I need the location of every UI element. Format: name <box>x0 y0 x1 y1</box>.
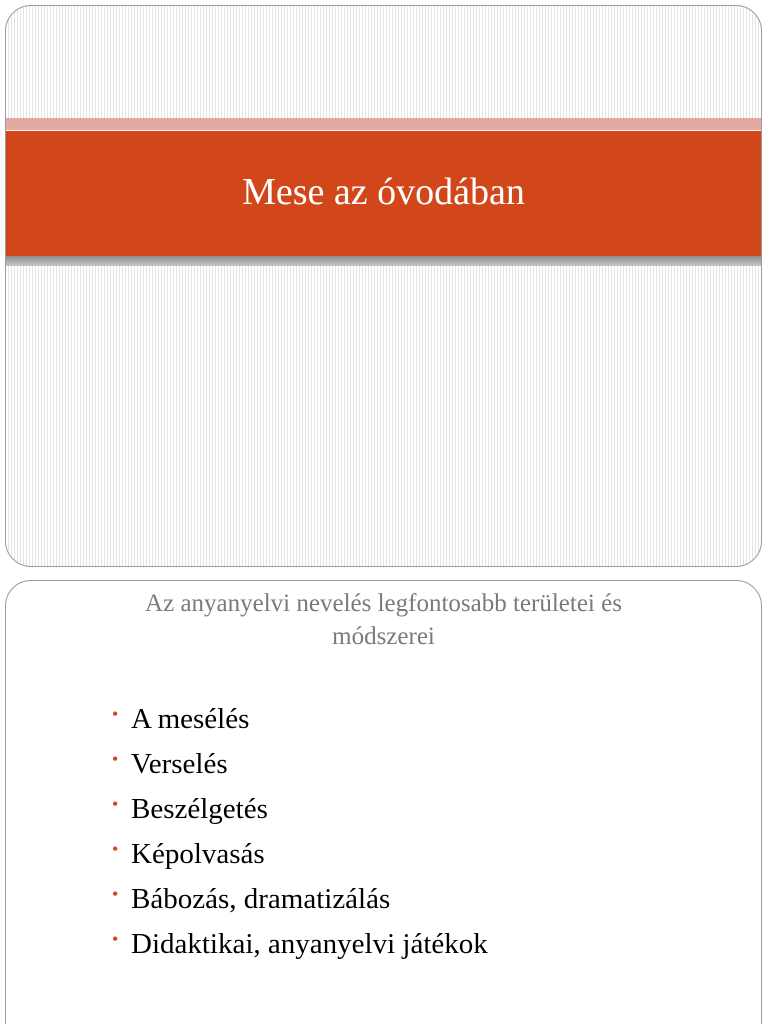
bullet-item <box>112 701 488 746</box>
subtitle-line-1: Az anyanyelvi nevelés legfontosabb területei és <box>145 590 622 617</box>
accent-stripe-bottom <box>6 256 761 266</box>
title-band <box>6 131 761 256</box>
bullet-text: Beszélgetés <box>131 793 268 825</box>
bullet-text: Bábozás, dramatizálás <box>131 883 391 915</box>
bullet-item <box>112 926 488 971</box>
bullet-item <box>112 746 488 791</box>
title-slide <box>5 5 762 567</box>
bullet-text: Verselés <box>131 748 228 780</box>
accent-stripe-top <box>6 118 761 130</box>
bullet-text: Képolvasás <box>131 838 265 870</box>
subtitle-line-2: módszerei <box>332 623 435 650</box>
bullet-item <box>112 836 488 881</box>
slide-title: Mese az óvodában <box>242 170 525 213</box>
bullet-icon: • <box>112 794 119 814</box>
bullet-icon: • <box>112 929 119 949</box>
bullet-icon: • <box>112 884 119 904</box>
bullet-text: Didaktikai, anyanyelvi játékok <box>131 928 488 960</box>
bullet-text: A mesélés <box>131 703 250 735</box>
bullet-icon: • <box>112 749 119 769</box>
slide-subtitle <box>6 587 761 653</box>
bullet-icon: • <box>112 839 119 859</box>
bullet-icon: • <box>112 704 119 724</box>
bullet-item <box>112 791 488 836</box>
content-slide <box>5 580 762 1024</box>
bullet-item <box>112 881 488 926</box>
bullet-list <box>112 701 488 971</box>
